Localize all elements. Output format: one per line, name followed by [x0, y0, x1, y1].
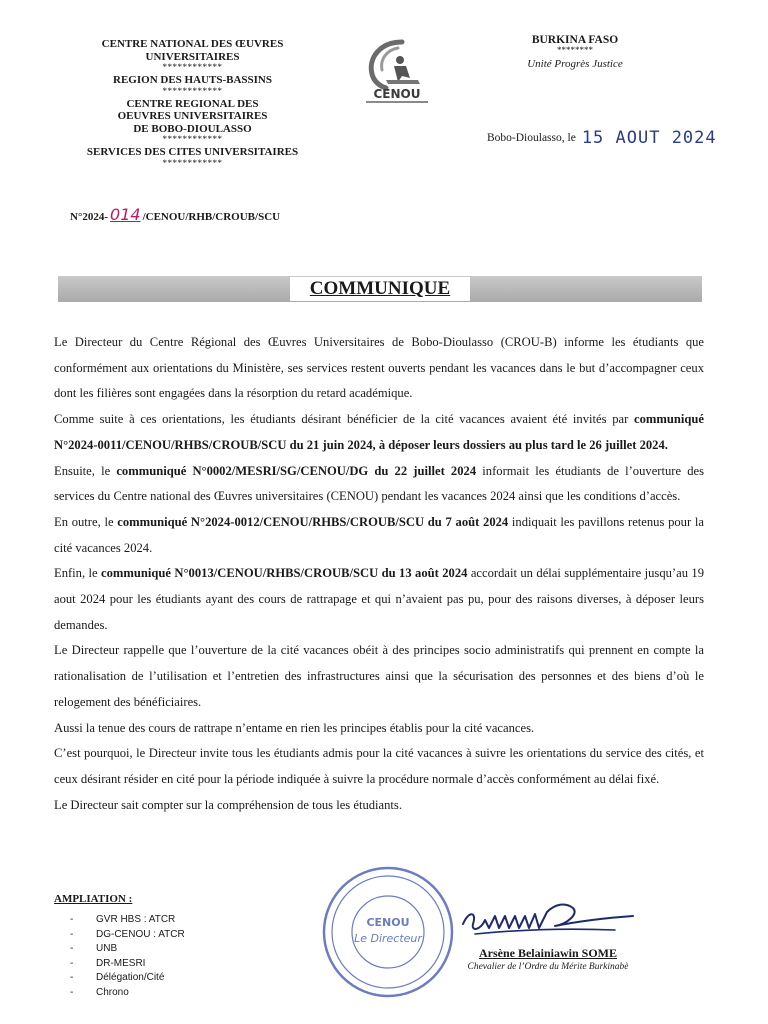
reference-number [70, 205, 280, 224]
bold-reference-text: communiqué N°2024-0012/CENOU/RHBS/CROUB/SCU du 7 août 2024 [117, 514, 509, 529]
svg-text:CENOU: CENOU [366, 916, 410, 929]
ampliation-title: AMPLIATION : [54, 893, 133, 905]
cenou-logo-icon [356, 36, 438, 106]
separator-stars: ************ [162, 134, 223, 144]
body-paragraph [54, 330, 704, 407]
reference-prefix: N°2024- [70, 211, 109, 223]
region-line: REGION DES HAUTS-BASSINS [113, 74, 272, 86]
handwritten-signature [455, 890, 655, 950]
regional-centre-line: CENTRE REGIONAL DES [126, 97, 259, 110]
ampliation-item: - Chrono [70, 986, 185, 1001]
ampliation-item: - GVR HBS : ATCR [70, 913, 185, 928]
place-and-date [487, 128, 717, 148]
signatory-name: Arsène Belainiawin SOME [478, 946, 617, 960]
paragraph-text: Enfin, le [54, 566, 102, 581]
paragraph-text: indiquait les pavillons retenus pour la cité vacances 2024. [54, 514, 704, 555]
date-stamp: 15 AOUT 2024 [581, 128, 717, 148]
paragraph-text: Le Directeur du Centre Régional des Œuvres Universitaires de Bobo-Dioulasso (CROU-B) informe les étudiants que conformément aux orientations du Ministère, ses services restent ouverts pendant les vacances dans le but d’accompagner ceux dont les filières sont engagées dans la résorption du retard académique. [54, 335, 704, 401]
ampliation-item: - UNB [70, 942, 185, 957]
paragraph-text: accordait un délai supplémentaire jusqu’au 19 aout 2024 pour les étudiants ayant des cours de rattrapage et qui n’avaient pas pu, pour des raisons diverses, à déposer leurs demandes. [54, 566, 704, 632]
ampliation-item: - DG-CENOU : ATCR [70, 928, 185, 943]
ampliation-item: - DR-MESRI [70, 957, 185, 972]
body-paragraph [54, 459, 704, 510]
separator-stars: ************ [162, 85, 223, 96]
signatory-title: Chevalier de l’Ordre du Mérite Burkinabè [467, 962, 629, 972]
country-name: BURKINA FASO [531, 34, 619, 46]
separator-stars: ************ [162, 62, 223, 72]
ampliation-item: - Délégation/Cité [70, 971, 185, 986]
bold-reference-text: communiqué N°0002/MESRI/SG/CENOU/DG du 22 juillet 2024 [116, 463, 477, 478]
paragraph-text: Comme suite à ces orientations, les étudiants désirant bénéficier de la cité vacances avaient été invités par [54, 412, 635, 427]
handwritten-number: 014 [110, 205, 141, 224]
paragraph-text: Ensuite, le [54, 463, 117, 478]
national-motto: Unité Progrès Justice [527, 58, 623, 70]
svg-text:Le Directeur: Le Directeur [354, 932, 422, 945]
document-title: COMMUNIQUE [290, 277, 470, 301]
body-paragraph [54, 741, 704, 792]
services-line: SERVICES DES CITES UNIVERSITAIRES [86, 146, 299, 158]
issuing-authority-block [60, 38, 325, 170]
paragraph-text: C’est pourquoi, le Directeur invite tous les étudiants admis pour la cité vacances à suivre les orientations du service des cités, et ceux désirant résider en cité pour la période indiquée à suivre la procédure normale d’accès conformément au délai fixé. [54, 746, 704, 786]
paragraph-text: informait les étudiants de l’ouverture des services du Centre national des Œuvres universitaires (CENOU) pendant les vacances 2024 ainsi que les conditions d’accès. [54, 463, 704, 504]
bold-reference-text: communiqué N°0013/CENOU/RHBS/CROUB/SCU du 13 août 2024 [101, 566, 468, 581]
authority-line: CENTRE NATIONAL DES ŒUVRES [101, 38, 284, 50]
communique-body [54, 330, 704, 818]
body-paragraph [54, 793, 704, 819]
paragraph-text: Le Directeur sait compter sur la compréhension de tous les étudiants. [54, 797, 402, 812]
place: Bobo-Dioulasso, le [487, 132, 576, 144]
separator-stars: ************ [162, 157, 223, 168]
regional-centre-line: DE BOBO-DIOULASSO [133, 122, 252, 135]
body-paragraph [54, 561, 704, 638]
paragraph-text: En outre, le [54, 514, 118, 529]
separator-stars: ******** [557, 45, 593, 55]
body-paragraph [54, 510, 704, 561]
body-paragraph [54, 716, 704, 742]
regional-centre-line: OEUVRES UNIVERSITAIRES [117, 110, 268, 122]
paragraph-text: Le Directeur rappelle que l’ouverture de la cité vacances obéit à des principes socio administratifs qui prennent en compte la rationalisation de l’utilisation et l’entretien des infrastructures ainsi que la sécurisation des personnes et des biens d’où le relogement des bénéficiaires. [54, 643, 704, 709]
svg-text:CENOU: CENOU [373, 87, 421, 101]
body-paragraph [54, 407, 704, 458]
bold-reference-text: communiqué N°2024-0011/CENOU/RHBS/CROUB/SCU du 21 juin 2024, à déposer leurs dossiers au plus tard le 26 juillet 2024. [54, 412, 704, 452]
ampliation-list [70, 913, 185, 1000]
body-paragraph [54, 638, 704, 715]
authority-line: UNIVERSITAIRES [145, 50, 240, 63]
signatory-block [448, 946, 648, 972]
reference-suffix: /CENOU/RHB/CROUB/SCU [142, 211, 281, 223]
paragraph-text: Aussi la tenue des cours de rattrape n’entame en rien les principes établis pour la cité vacances. [54, 720, 535, 735]
country-block [500, 34, 650, 70]
official-stamp [318, 862, 458, 1002]
